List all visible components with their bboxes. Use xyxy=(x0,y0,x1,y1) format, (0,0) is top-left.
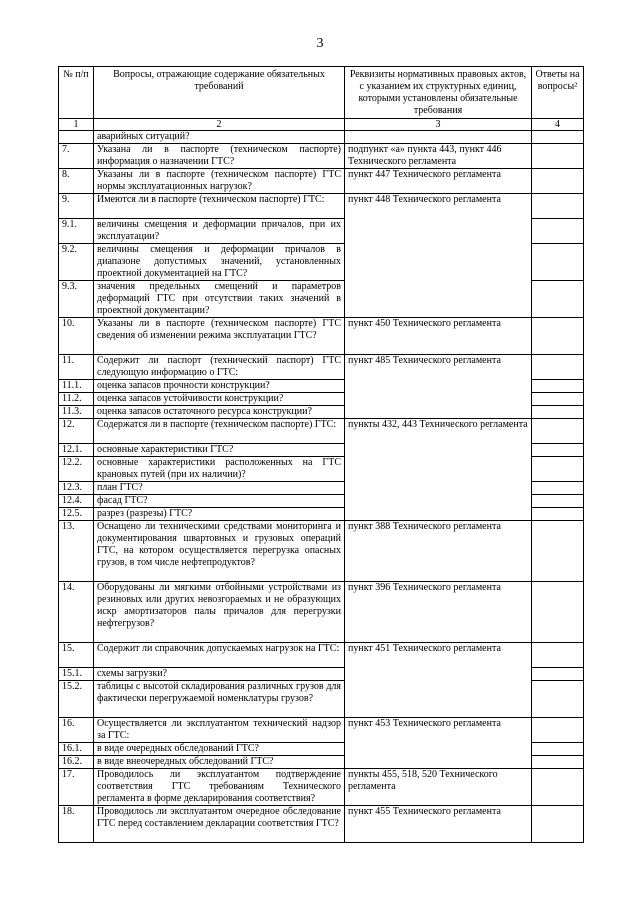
column-index: 1 xyxy=(59,119,94,131)
row-requisites: пункт 388 Технического регламента xyxy=(345,521,532,582)
answer-cell[interactable] xyxy=(532,219,584,244)
row-question: оценка запасов остаточного ресурса конструкции? xyxy=(94,406,345,419)
answer-cell[interactable] xyxy=(532,444,584,457)
row-number: 12.1. xyxy=(59,444,94,457)
column-index: 4 xyxy=(532,119,584,131)
answer-cell[interactable] xyxy=(532,457,584,482)
row-number: 11.3. xyxy=(59,406,94,419)
row-number: 11.2. xyxy=(59,393,94,406)
row-number xyxy=(59,131,94,144)
row-question: Содержит ли справочник допускаемых нагрузок на ГТС: xyxy=(94,643,345,668)
row-number: 9.2. xyxy=(59,244,94,281)
answer-cell[interactable] xyxy=(532,419,584,444)
table-row xyxy=(59,169,584,194)
row-number: 16.2. xyxy=(59,756,94,769)
row-question: основные характеристики расположенных на ГТС крановых путей (при их наличии)? xyxy=(94,457,345,482)
row-number: 18. xyxy=(59,806,94,843)
column-index: 2 xyxy=(94,119,345,131)
answer-cell[interactable] xyxy=(532,482,584,495)
row-question: значения предельных смещений и параметров деформаций ГТС при отсутствии таких значений в проектной документации? xyxy=(94,281,345,318)
row-number: 13. xyxy=(59,521,94,582)
table-row xyxy=(59,144,584,169)
table-row xyxy=(59,521,584,582)
header-num: № п/п xyxy=(59,67,94,119)
row-number: 7. xyxy=(59,144,94,169)
row-number: 8. xyxy=(59,169,94,194)
answer-cell[interactable] xyxy=(532,169,584,194)
answer-cell[interactable] xyxy=(532,495,584,508)
header-answers: Ответы на вопросы² xyxy=(532,67,584,119)
answer-cell[interactable] xyxy=(532,643,584,668)
row-question: оценка запасов устойчивости конструкции? xyxy=(94,393,345,406)
row-number: 11.1. xyxy=(59,380,94,393)
row-requisites: пункт 453 Технического регламента xyxy=(345,718,532,769)
row-question: величины смещения и деформации причалов, при их эксплуатации? xyxy=(94,219,345,244)
row-question: схемы загрузки? xyxy=(94,668,345,681)
row-question: Имеются ли в паспорте (техническом паспорте) ГТС: xyxy=(94,194,345,219)
row-number: 12. xyxy=(59,419,94,444)
row-question: аварийных ситуаций? xyxy=(94,131,345,144)
row-number: 11. xyxy=(59,355,94,380)
answer-cell[interactable] xyxy=(532,281,584,318)
row-requisites xyxy=(345,131,532,144)
answer-cell[interactable] xyxy=(532,769,584,806)
table-row xyxy=(59,194,584,219)
row-number: 15. xyxy=(59,643,94,668)
row-number: 9.3. xyxy=(59,281,94,318)
row-number: 12.5. xyxy=(59,508,94,521)
row-number: 9.1. xyxy=(59,219,94,244)
row-requisites: пункт 451 Технического регламента xyxy=(345,643,532,718)
header-requisites: Реквизиты нормативных правовых актов, с указанием их структурных единиц, которыми установлены обязательные требования xyxy=(345,67,532,119)
answer-cell[interactable] xyxy=(532,355,584,380)
answer-cell[interactable] xyxy=(532,582,584,643)
table-row xyxy=(59,355,584,380)
answer-cell[interactable] xyxy=(532,756,584,769)
row-number: 10. xyxy=(59,318,94,355)
requirements-checklist-table xyxy=(58,66,584,843)
row-question: Оснащено ли техническими средствами мониторинга и документирования швартовных и грузовых операций ГТС, на котором осуществляется перегрузка опасных грузов, в том числе нефтепродуктов? xyxy=(94,521,345,582)
row-question: основные характеристики ГТС? xyxy=(94,444,345,457)
table-row xyxy=(59,131,584,144)
answer-cell[interactable] xyxy=(532,194,584,219)
row-question: Содержит ли паспорт (технический паспорт) ГТС следующую информацию о ГТС: xyxy=(94,355,345,380)
table-row xyxy=(59,318,584,355)
row-question: оценка запасов прочности конструкции? xyxy=(94,380,345,393)
row-question: в виде внеочередных обследований ГТС? xyxy=(94,756,345,769)
column-index-row xyxy=(59,119,584,131)
table-row xyxy=(59,582,584,643)
row-requisites: пункт 485 Технического регламента xyxy=(345,355,532,419)
row-number: 12.4. xyxy=(59,495,94,508)
row-number: 14. xyxy=(59,582,94,643)
row-question: величины смещения и деформации причалов в диапазоне допустимых значений, установленных проектной документацией на ГТС? xyxy=(94,244,345,281)
table-row xyxy=(59,718,584,743)
row-question: план ГТС? xyxy=(94,482,345,495)
row-number: 15.2. xyxy=(59,681,94,718)
row-question: фасад ГТС? xyxy=(94,495,345,508)
table-row xyxy=(59,769,584,806)
answer-cell[interactable] xyxy=(532,406,584,419)
row-question: Указаны ли в паспорте (техническом паспорте) ГТС нормы эксплуатационных нагрузок? xyxy=(94,169,345,194)
answer-cell[interactable] xyxy=(532,508,584,521)
answer-cell[interactable] xyxy=(532,681,584,718)
row-number: 16.1. xyxy=(59,743,94,756)
answer-cell[interactable] xyxy=(532,521,584,582)
row-number: 12.2. xyxy=(59,457,94,482)
page-number: 3 xyxy=(316,36,324,51)
answer-cell[interactable] xyxy=(532,668,584,681)
column-index: 3 xyxy=(345,119,532,131)
row-question: Осуществляется ли эксплуатантом технический надзор за ГТС: xyxy=(94,718,345,743)
row-question: Указана ли в паспорте (техническом паспорте) информация о назначении ГТС? xyxy=(94,144,345,169)
answer-cell[interactable] xyxy=(532,380,584,393)
answer-cell[interactable] xyxy=(532,244,584,281)
row-requisites: пункты 455, 518, 520 Технического регламента xyxy=(345,769,532,806)
answer-cell[interactable] xyxy=(532,743,584,756)
answer-cell[interactable] xyxy=(532,806,584,843)
row-question: Оборудованы ли мягкими отбойными устройствами из резиновых или других невозгораемых и не образующих искр амортизаторов палы причалов для перегрузки нефтегрузов? xyxy=(94,582,345,643)
row-number: 15.1. xyxy=(59,668,94,681)
table-row xyxy=(59,643,584,668)
row-question: Проводилось ли эксплуатантом подтверждение соответствия ГТС требованиям Технического регламента в форме декларирования соответствия? xyxy=(94,769,345,806)
row-requisites: пункт 396 Технического регламента xyxy=(345,582,532,643)
row-requisites: пункт 447 Технического регламента xyxy=(345,169,532,194)
table-row xyxy=(59,419,584,444)
table-row xyxy=(59,806,584,843)
row-number: 17. xyxy=(59,769,94,806)
row-question: разрез (разрезы) ГТС? xyxy=(94,508,345,521)
row-question: Проводилось ли эксплуатантом очередное обследование ГТС перед составлением декларации соответствия ГТС? xyxy=(94,806,345,843)
answer-cell[interactable] xyxy=(532,318,584,355)
answer-cell[interactable] xyxy=(532,393,584,406)
header-questions: Вопросы, отражающие содержание обязательных требований xyxy=(94,67,345,119)
row-question: Указаны ли в паспорте (техническом паспорте) ГТС сведения об изменении режима эксплуатации ГТС? xyxy=(94,318,345,355)
row-number: 12.3. xyxy=(59,482,94,495)
row-question: Содержатся ли в паспорте (техническом паспорте) ГТС: xyxy=(94,419,345,444)
row-requisites: пункт 448 Технического регламента xyxy=(345,194,532,318)
answer-cell[interactable] xyxy=(532,144,584,169)
row-requisites: пункт 455 Технического регламента xyxy=(345,806,532,843)
row-requisites: пункт 450 Технического регламента xyxy=(345,318,532,355)
answer-cell[interactable] xyxy=(532,131,584,144)
row-requisites: пункты 432, 443 Технического регламента xyxy=(345,419,532,521)
row-number: 16. xyxy=(59,718,94,743)
answer-cell[interactable] xyxy=(532,718,584,743)
row-requisites: подпункт «а» пункта 443, пункт 446 Технического регламента xyxy=(345,144,532,169)
row-question: таблицы с высотой складирования различных грузов для фактически перегружаемой номенклатуры грузов? xyxy=(94,681,345,718)
row-question: в виде очередных обследований ГТС? xyxy=(94,743,345,756)
row-number: 9. xyxy=(59,194,94,219)
